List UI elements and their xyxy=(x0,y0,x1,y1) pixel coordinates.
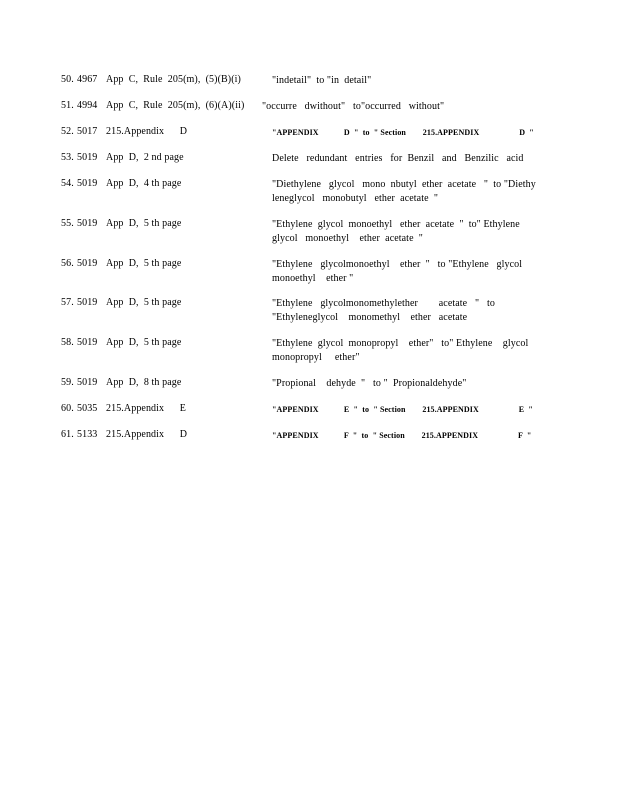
entry-number: 55. xyxy=(61,218,74,229)
entry-change: "occurre dwithout" to"occurred without" xyxy=(262,101,445,112)
entry-change: Delete redundant entries for Benzil and Benzilic acid xyxy=(272,153,524,164)
entry-location: App D, 8 th page xyxy=(106,377,182,388)
entry-location: 215.Appendix D xyxy=(106,126,188,137)
entry-number: 56. xyxy=(61,258,74,269)
entry-page: 5019 xyxy=(77,218,98,229)
entry-location: App C, Rule 205(m), (5)(B)(i) xyxy=(106,74,241,85)
entry-change: "APPENDIX E " to " Section 215.APPENDIX E " xyxy=(272,405,533,414)
entry-page: 4967 xyxy=(77,74,98,85)
entry-number: 58. xyxy=(61,337,74,348)
entry-location: App D, 5 th page xyxy=(106,218,182,229)
entry-location: App D, 5 th page xyxy=(106,297,182,308)
entry-number: 53. xyxy=(61,152,74,163)
entry-change: "APPENDIX F " to " Section 215.APPENDIX F " xyxy=(272,431,532,440)
entry-change: "Ethylene glycol monopropyl ether" to" Ethylene glycol monopropyl ether" xyxy=(272,338,531,363)
entry-page: 5133 xyxy=(77,429,98,440)
entry-page: 5019 xyxy=(77,258,98,269)
entry-change: "Propional dehyde " to " Propionaldehyde" xyxy=(272,378,467,389)
entry-change: "Diethylene glycol mono nbutyl ether acetate " to "Diethy leneglycol monobutyl ether acetate " xyxy=(272,179,542,204)
entry-number: 60. xyxy=(61,403,74,414)
entry-number: 59. xyxy=(61,377,74,388)
entry-location: 215.Appendix E xyxy=(106,403,186,414)
entry-page: 5017 xyxy=(77,126,98,137)
entry-location: App D, 5 th page xyxy=(106,337,182,348)
entry-page: 4994 xyxy=(77,100,98,111)
entry-page: 5019 xyxy=(77,152,98,163)
entry-change: "Ethylene glycolmonomethylether acetate " to "Ethyleneglycol monomethyl ether acetate xyxy=(272,298,498,323)
entry-number: 61. xyxy=(61,429,74,440)
entry-page: 5035 xyxy=(77,403,98,414)
entry-page: 5019 xyxy=(77,337,98,348)
entry-page: 5019 xyxy=(77,297,98,308)
entry-location: App D, 5 th page xyxy=(106,258,182,269)
entry-location: App C, Rule 205(m), (6)(A)(ii) xyxy=(106,100,245,111)
entry-change: "Ethylene glycolmonoethyl ether " to "Ethylene glycol monoethyl ether " xyxy=(272,259,525,284)
entry-page: 5019 xyxy=(77,178,98,189)
entry-location: App D, 2 nd page xyxy=(106,152,184,163)
entry-number: 50. xyxy=(61,74,74,85)
entry-location: App D, 4 th page xyxy=(106,178,182,189)
entry-change: "Ethylene glycol monoethyl ether acetate " to" Ethylene glycol monoethyl ether acetate " xyxy=(272,219,523,244)
entry-change: "indetail" to "in detail" xyxy=(272,75,372,86)
entry-change: "APPENDIX D " to " Section 215.APPENDIX D " xyxy=(272,128,534,137)
entry-number: 52. xyxy=(61,126,74,137)
entry-number: 54. xyxy=(61,178,74,189)
entry-number: 51. xyxy=(61,100,74,111)
entry-number: 57. xyxy=(61,297,74,308)
entry-page: 5019 xyxy=(77,377,98,388)
entry-location: 215.Appendix D xyxy=(106,429,188,440)
